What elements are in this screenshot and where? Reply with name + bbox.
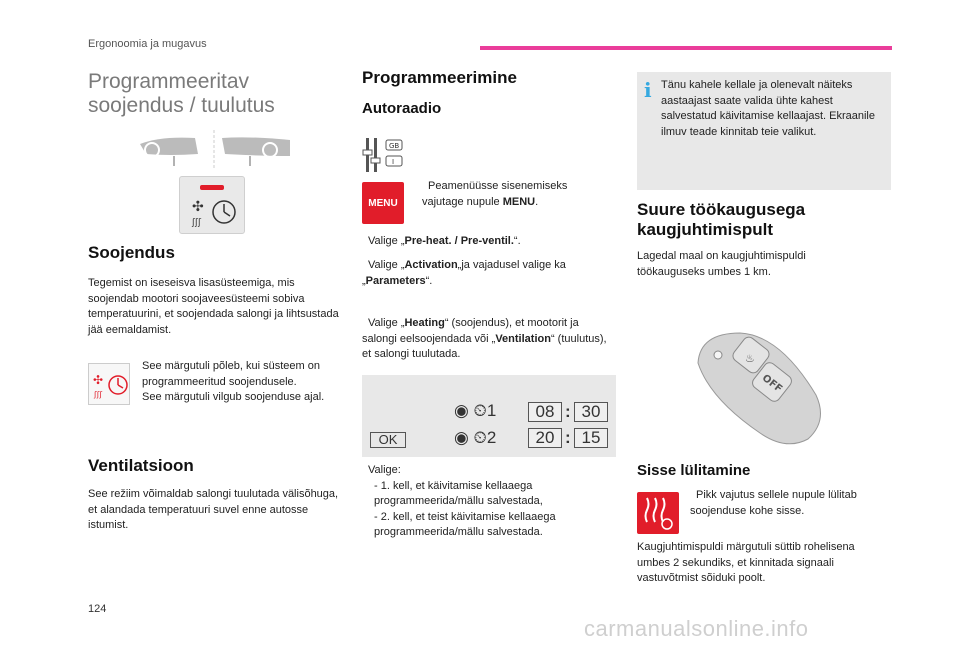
list-item: - 2. kell, et teist käivitamise kellaaega programmeerida/mällu salvestada. [374,510,556,538]
heater-status-lamp-icon [179,176,245,234]
svg-text:ʃʃʃ: ʃʃʃ [192,218,202,227]
step-select-clock: Valige: - 1. kell, et käivitamise kellaaega programmeerida/mällu salvestada, - 2. kell, et teist käivitamise kellaaega programmeerida/mällu salvestada. [362,463,612,541]
clock-1-label: ◉ ⏲1 [454,401,497,420]
switch-on-step: Pikk vajutus sellele nupule lülitab soojenduse kohe sisse. [690,489,857,517]
radio-controls-icon [362,136,406,176]
remote-range-text: Lagedal maal on kaugjuhtimispuldi töökauguseks umbes 1 km. [637,250,806,278]
info-icon: i [644,78,652,102]
svg-text:I: I [392,158,395,166]
svg-text:✣: ✣ [93,373,104,387]
programming-heading: Programmeerimine [362,68,517,87]
section-label: Ergonoomia ja mugavus [88,38,207,50]
heater-lamp-small-icon [88,363,130,405]
info-box [637,72,891,190]
remote-control-icon [690,325,830,450]
clock-selection-panel: OK ◉ ⏲1 08 : 30 ◉ ⏲2 20 : 15 [362,375,616,457]
page-title: Programmeeritav soojendus / tuulutus [88,70,275,117]
remote-heading: Suure töökaugusega kaugjuhtimispult [637,200,806,239]
clock-1-hours: 08 [528,402,562,422]
page-number: 124 [88,603,107,615]
clock-2-minutes: 15 [574,428,608,448]
menu-button-icon: MENU [362,182,404,224]
svg-text:ʃʃʃ: ʃʃʃ [94,390,103,399]
section-accent-bar [480,46,892,50]
heater-lamp-description: See märgutuli põleb, kui süsteem on programmeeritud soojendusele. See märgutuli vilgub soojenduse ajal. [142,360,325,403]
clock-2-hours: 20 [528,428,562,448]
step-activation: Valige „Activation„ja vajadusel valige ka „Parameters“. [362,259,566,287]
svg-text:✣: ✣ [192,199,204,215]
clock-2-label: ◉ ⏲2 [454,428,497,447]
heating-button-icon [637,492,679,534]
remote-off-label: OFF [759,372,785,396]
heating-description: Tegemist on iseseisva lisasüsteemiga, mis soojendab mootori soojaveesüsteemi sobiva temperatuurini, et soojendada salongi ja lihtsustada jää eemaldamist. [88,277,339,336]
clock-1-minutes: 30 [574,402,608,422]
heating-heading: Soojendus [88,243,175,262]
ventilation-description: See režiim võimaldab salongi tuulutada välisõhuga, et alandada temperatuuri suvel enne autosse istumist. [88,488,339,531]
watermark: carmanualsonline.info [584,616,809,641]
switch-on-confirmation: Kaugjuhtimispuldi märgutuli süttib rohelisena umbes 2 sekundiks, et kinnitada signaali vastuvõtmist sõiduki poolt. [637,541,855,584]
svg-text:GB: GB [389,142,400,150]
list-item: - 1. kell, et käivitamise kellaaega programmeerida/mällu salvestada, [374,479,543,507]
ventilation-heading: Ventilatsioon [88,456,194,475]
ok-label: OK [370,432,406,448]
car-radio-subheading: Autoraadio [362,100,442,117]
step-menu: Peamenüüsse sisenemiseks vajutage nupule MENU. [422,180,568,208]
step-preheat: Valige „Pre-heat. / Pre-ventil.“. [368,235,521,247]
steering-wheel-icon [140,130,300,174]
info-text: Tänu kahele kellale ja olenevalt näiteks aastaajast saate valida ühte kahest salvestatud käivitamise kellaajast. Ekraanile ilmuv teade kinnitab teie valikut. [661,79,875,138]
step-heating: Valige „Heating“ (soojendus), et mootorit ja salongi eelsoojendada või „Ventilation“ (tuulutus), et salongi tuulutada. [362,317,607,360]
svg-text:♨: ♨ [745,352,755,365]
switch-on-heading: Sisse lülitamine [637,462,751,479]
